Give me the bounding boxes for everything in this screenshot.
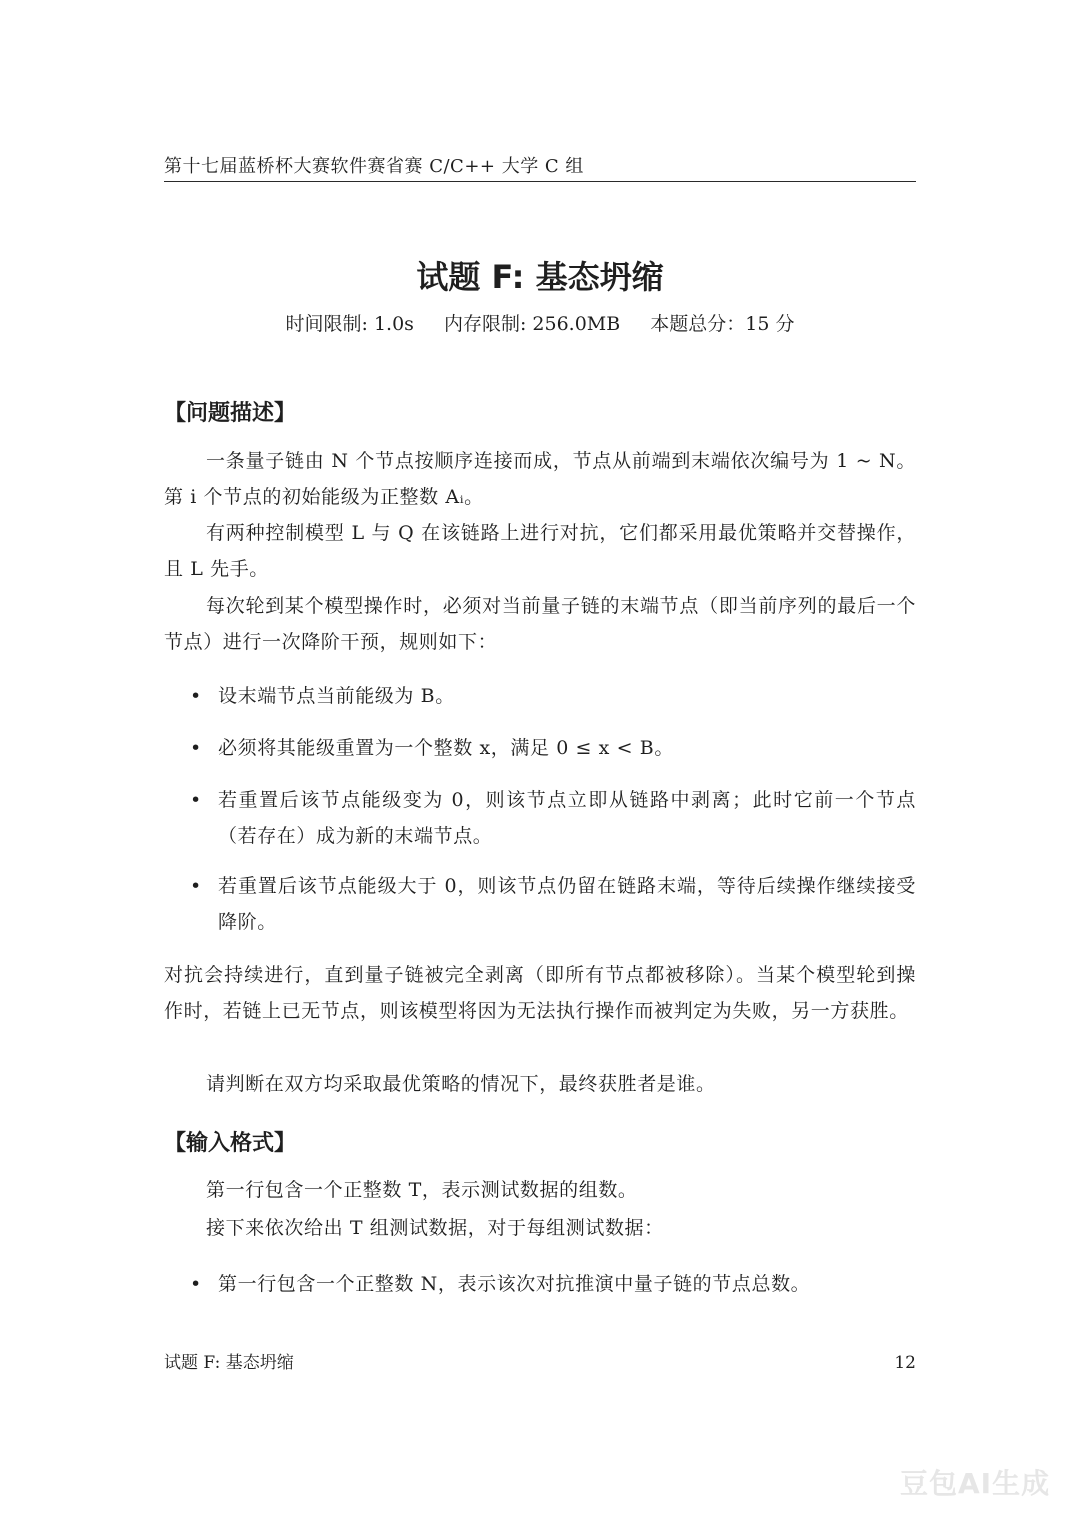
problem-title: 试题 F: 基态坍缩 xyxy=(416,258,664,296)
input-list-item xyxy=(190,1266,916,1302)
memory-limit: 内存限制: 256.0MB xyxy=(443,313,621,335)
rule-list-item xyxy=(190,782,916,854)
input-format-paragraph-1: 第一行包含一个正整数 T，表示测试数据的组数。 xyxy=(206,1179,638,1201)
ai-watermark: 豆包AI生成 xyxy=(900,1467,1051,1500)
bullet-icon: • xyxy=(190,875,202,897)
rule-list-item xyxy=(190,730,916,766)
input-format-heading: 【输入格式】 xyxy=(164,1131,297,1156)
page-number: 12 xyxy=(894,1353,916,1373)
header-divider xyxy=(164,181,916,182)
input-format-paragraph-2: 接下来依次给出 T 组测试数据，对于每组测试数据： xyxy=(206,1217,664,1239)
rule-text: 若重置后该节点能级变为 0，则该节点立即从链路中剥离；此时它前一个节点（若存在）成为新的末端节点。 xyxy=(218,789,916,847)
rule-list-item xyxy=(190,868,916,940)
description-paragraph-4: 对抗会持续进行，直到量子链被完全剥离（即所有节点都被移除）。当某个模型轮到操作时，若链上已无节点，则该模型将因为无法执行操作而被判定为失败，另一方获胜。 xyxy=(164,964,916,1022)
total-score: 本题总分：15 分 xyxy=(650,313,795,335)
rule-text: 若重置后该节点能级大于 0，则该节点仍留在链路末端，等待后续操作继续接受降阶。 xyxy=(218,875,916,933)
time-limit: 时间限制: 1.0s xyxy=(285,313,414,335)
description-paragraph-3: 每次轮到某个模型操作时，必须对当前量子链的末端节点（即当前序列的最后一个节点）进行一次降阶干预，规则如下： xyxy=(164,595,916,653)
rule-text: 设末端节点当前能级为 B。 xyxy=(218,685,455,707)
description-paragraph-1: 一条量子链由 N 个节点按顺序连接而成，节点从前端到末端依次编号为 1 ~ N。第 i 个节点的初始能级为正整数 Aᵢ。 xyxy=(164,450,916,508)
problem-limits xyxy=(164,309,916,339)
rule-list-item xyxy=(190,678,916,714)
bullet-icon: • xyxy=(190,1273,202,1295)
description-paragraph-2: 有两种控制模型 L 与 Q 在该链路上进行对抗，它们都采用最优策略并交替操作，且 L 先手。 xyxy=(164,522,916,580)
footer-title: 试题 F: 基态坍缩 xyxy=(164,1353,294,1373)
description-heading: 【问题描述】 xyxy=(164,401,297,426)
running-header: 第十七届蓝桥杯大赛软件赛省赛 C/C++ 大学 C 组 xyxy=(164,156,584,177)
input-item-text: 第一行包含一个正整数 N，表示该次对抗推演中量子链的节点总数。 xyxy=(218,1273,811,1295)
bullet-icon: • xyxy=(190,737,202,759)
description-paragraph-5: 请判断在双方均采取最优策略的情况下，最终获胜者是谁。 xyxy=(206,1073,716,1095)
bullet-icon: • xyxy=(190,789,202,811)
bullet-icon: • xyxy=(190,685,202,707)
rule-text: 必须将其能级重置为一个整数 x，满足 0 ≤ x < B。 xyxy=(218,737,674,759)
